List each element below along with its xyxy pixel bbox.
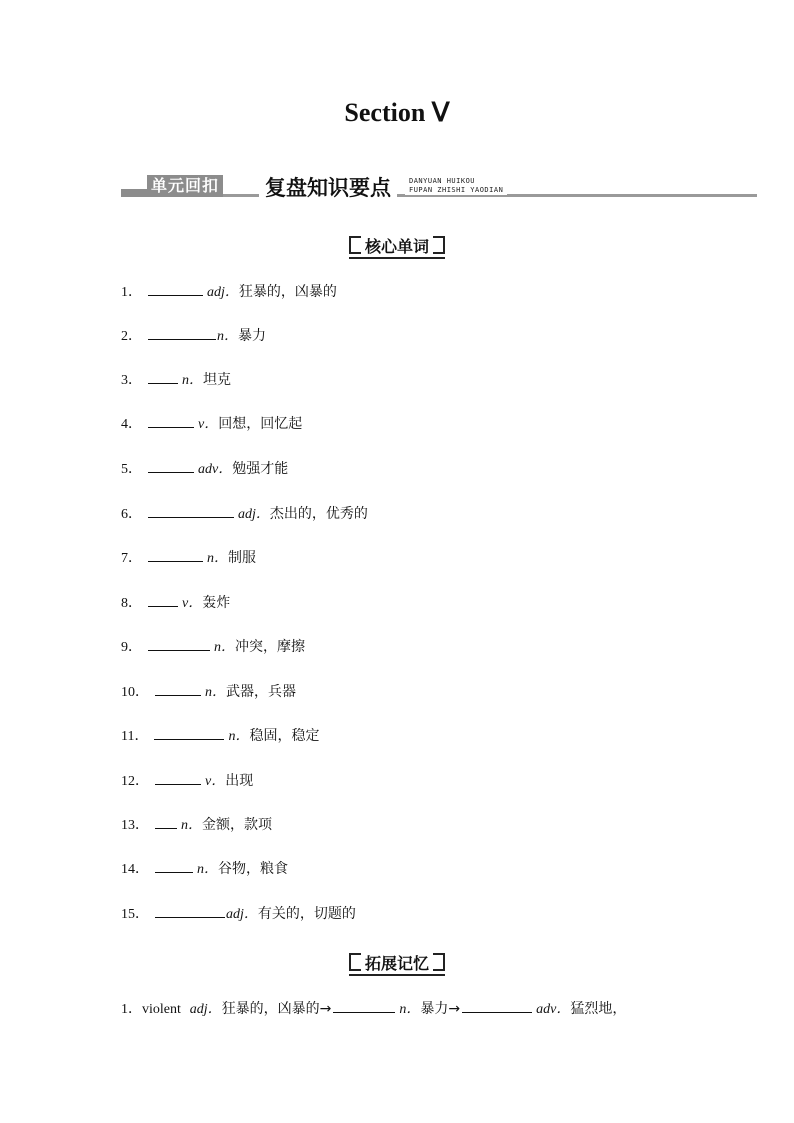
answer-blank[interactable]: [155, 772, 201, 785]
banner-tag: 单元回扣: [147, 175, 223, 197]
answer-blank[interactable]: [148, 371, 178, 384]
answer-blank[interactable]: [462, 1000, 532, 1013]
banner-tag-tail: [121, 189, 149, 197]
answer-blank[interactable]: [148, 505, 234, 518]
base-word: violent: [142, 1002, 181, 1017]
answer-blank[interactable]: [148, 638, 210, 651]
section-heading-expand-memory: [0, 951, 794, 974]
banner-pinyin-line2: FUPAN ZHISHI YAODIAN: [409, 186, 504, 194]
answer-blank[interactable]: [148, 283, 203, 296]
list-item: 9． n．冲突，摩擦: [121, 639, 305, 655]
answer-blank[interactable]: [155, 905, 225, 918]
answer-blank[interactable]: [155, 816, 177, 829]
list-item: 12． v．出现: [121, 773, 254, 789]
page-title: Section Ⅴ: [344, 98, 450, 127]
answer-blank[interactable]: [333, 1000, 395, 1013]
list-item: 7． n．制服: [121, 550, 256, 566]
list-item: 6． adj．杰出的，优秀的: [121, 506, 368, 522]
expand-item: 1．violent adj．狂暴的，凶暴的→ n．暴力→ adv．猛烈地，: [121, 1001, 627, 1017]
answer-blank[interactable]: [148, 460, 194, 473]
list-item: 15． adj．有关的，切题的: [121, 906, 356, 922]
section-heading-text: 核心单词: [364, 237, 429, 256]
banner-pinyin: [405, 177, 507, 195]
section-heading-box: [349, 951, 445, 974]
answer-blank[interactable]: [155, 683, 201, 696]
list-item: 2． n．暴力: [121, 328, 266, 344]
section-heading-box: [349, 234, 445, 257]
answer-blank[interactable]: [154, 727, 224, 740]
list-item: 11． n．稳固，稳定: [121, 728, 320, 744]
answer-blank[interactable]: [148, 549, 203, 562]
answer-blank[interactable]: [155, 860, 193, 873]
answer-blank[interactable]: [148, 594, 178, 607]
list-item: 5． adv．勉强才能: [121, 461, 289, 477]
list-item: 14． n．谷物，粮食: [121, 861, 288, 877]
answer-blank[interactable]: [148, 415, 194, 428]
list-item: 8． v．轰炸: [121, 595, 231, 611]
banner-pinyin-line1: DANYUAN HUIKOU: [409, 177, 476, 185]
answer-blank[interactable]: [148, 327, 216, 340]
section-heading-core-words: [0, 234, 794, 257]
list-item: 13． n．金额，款项: [121, 817, 272, 833]
banner-title: 复盘知识要点: [259, 172, 397, 202]
section-banner: [121, 175, 757, 199]
section-heading-text: 拓展记忆: [364, 954, 429, 973]
list-item: 10． n．武器，兵器: [121, 684, 296, 700]
list-item: 3． n．坦克: [121, 372, 231, 388]
list-item: 1． adj．狂暴的，凶暴的: [121, 284, 337, 300]
list-item: 4． v．回想，回忆起: [121, 416, 303, 432]
